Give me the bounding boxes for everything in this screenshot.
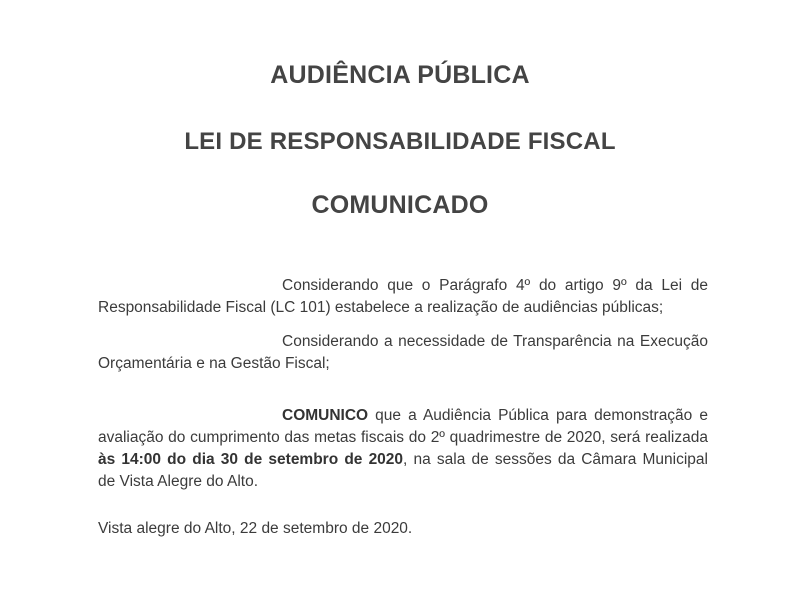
paragraph-considering-transparency — [98, 331, 708, 375]
paragraph-line: Considerando que o Parágrafo 4º do artigo 9º da Lei de — [282, 277, 708, 294]
paragraph-considering-law — [98, 275, 708, 319]
closing-date-line: Vista alegre do Alto, 22 de setembro de 2020. — [98, 520, 413, 537]
paragraph-line: Considerando a necessidade de Transparência na Execução — [282, 333, 708, 350]
paragraph-line — [98, 449, 708, 471]
paragraph-line — [98, 405, 708, 427]
announcement-keyword: COMUNICO — [282, 407, 369, 424]
document-section-title: COMUNICADO — [311, 191, 489, 219]
document-title: AUDIÊNCIA PÚBLICA — [270, 61, 530, 89]
document-subtitle: LEI DE RESPONSABILIDADE FISCAL — [184, 128, 616, 155]
paragraph-announcement — [98, 405, 708, 493]
event-datetime: às 14:00 do dia 30 de setembro de 2020 — [98, 451, 404, 468]
paragraph-line: Orçamentária e na Gestão Fiscal; — [98, 355, 330, 372]
paragraph-line: Responsabilidade Fiscal (LC 101) estabelece a realização de audiências públicas; — [98, 299, 664, 316]
paragraph-line: avaliação do cumprimento das metas fiscais do 2º quadrimestre de 2020, será realizada — [98, 429, 708, 446]
paragraph-text: que a Audiência Pública para demonstração e — [368, 407, 708, 424]
paragraph-line: de Vista Alegre do Alto. — [98, 473, 258, 490]
paragraph-text: , na sala de sessões da Câmara Municipal — [403, 451, 708, 468]
